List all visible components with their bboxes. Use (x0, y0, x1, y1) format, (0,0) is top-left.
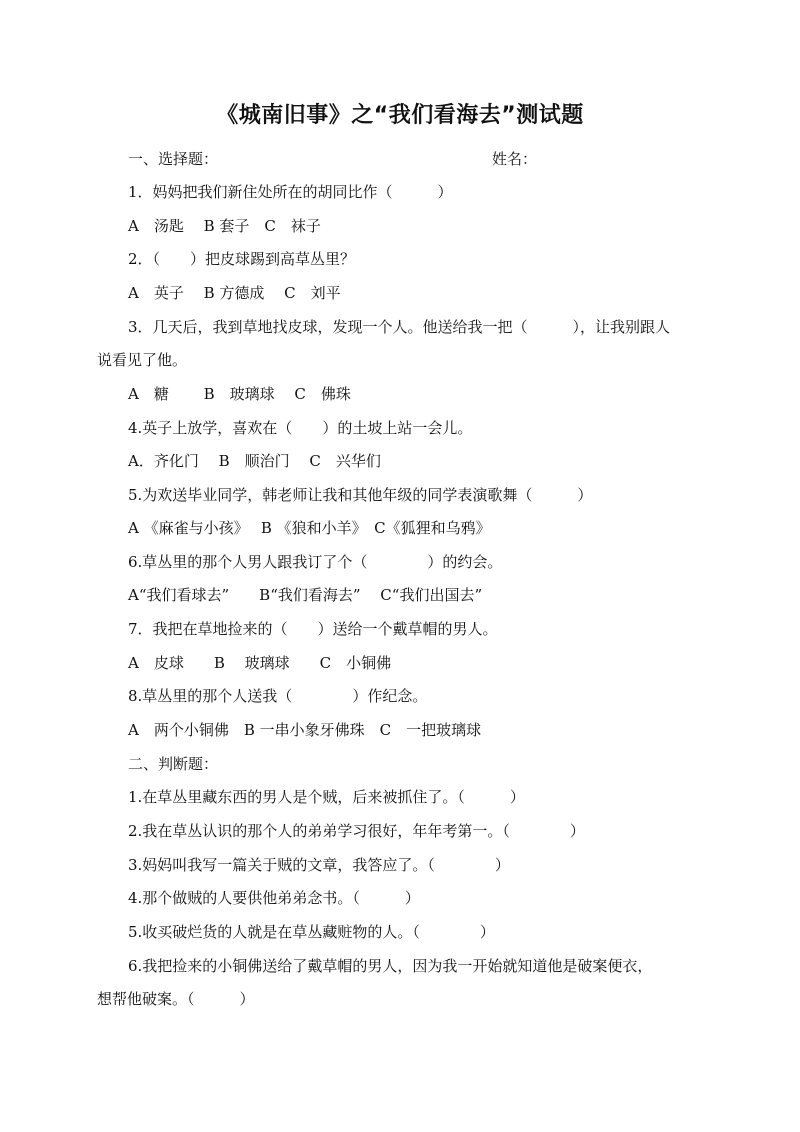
question-4-options: A．齐化门 B 顺治门 C 兴华们 (128, 452, 381, 470)
question-8-options: A 两个小铜佛 B 一串小象牙佛珠 C 一把玻璃球 (128, 721, 482, 739)
question-7-stem: 7．我把在草地捡来的（ ）送给一个戴草帽的男人。 (128, 620, 498, 638)
question-7-options: A 皮球 B 玻璃球 C 小铜佛 (128, 654, 392, 672)
question-3-stem-cont: 说看见了他。 (97, 351, 188, 369)
section2-heading: 二、判断题： (128, 755, 219, 773)
name-label: 姓名： (492, 150, 538, 168)
judgment-6-cont: 想帮他破案。（ ） (97, 990, 255, 1008)
page-title: 《城南旧事》之“我们看海去”测试题 (216, 103, 584, 128)
judgment-3: 3.妈妈叫我写一篇关于贼的文章，我答应了。（ ） (128, 856, 510, 874)
question-2-options: A 英子 B 方德成 C 刘平 (128, 284, 341, 302)
question-5-options: A 《麻雀与小孩》 B 《狼和小羊》 C《狐狸和乌鸦》 (128, 519, 491, 537)
judgment-4: 4.那个做贼的人要供他弟弟念书。（ ） (128, 889, 420, 907)
question-3-stem: 3．几天后，我到草地找皮球，发现一个人。他送给我一把（ ），让我别跟人 (128, 318, 671, 336)
judgment-1: 1.在草丛里藏东西的男人是个贼，后来被抓住了。（ ） (128, 788, 525, 806)
judgment-2: 2.我在草丛认识的那个人的弟弟学习很好，年年考第一。（ ） (128, 822, 585, 840)
question-4-stem: 4.英子上放学，喜欢在（ ）的土坡上站一会儿。 (128, 419, 473, 437)
section1-heading: 一、选择题： (128, 150, 219, 168)
question-6-options: A“我们看球去” B“我们看海去” C“我们出国去” (128, 586, 483, 604)
question-1-stem: 1．妈妈把我们新住处所在的胡同比作（ ） (128, 183, 453, 201)
question-8-stem: 8.草丛里的那个人送我（ ）作纪念。 (128, 687, 428, 705)
question-2-stem: 2．（ ）把皮球踢到高草丛里？ (128, 250, 356, 268)
question-6-stem: 6.草丛里的那个人男人跟我订了个（ ）的约会。 (128, 553, 503, 571)
question-1-options: A 汤匙 B 套子 C 袜子 (128, 217, 321, 235)
judgment-6: 6.我把捡来的小铜佛送给了戴草帽的男人，因为我一开始就知道他是破案便衣， (128, 957, 653, 975)
judgment-5: 5.收买破烂货的人就是在草丛藏赃物的人。（ ） (128, 923, 495, 941)
question-5-stem: 5.为欢送毕业同学，韩老师让我和其他年级的同学表演歌舞（ ） (128, 486, 593, 504)
question-3-options: A 糖 B 玻璃球 C 佛珠 (128, 385, 351, 403)
